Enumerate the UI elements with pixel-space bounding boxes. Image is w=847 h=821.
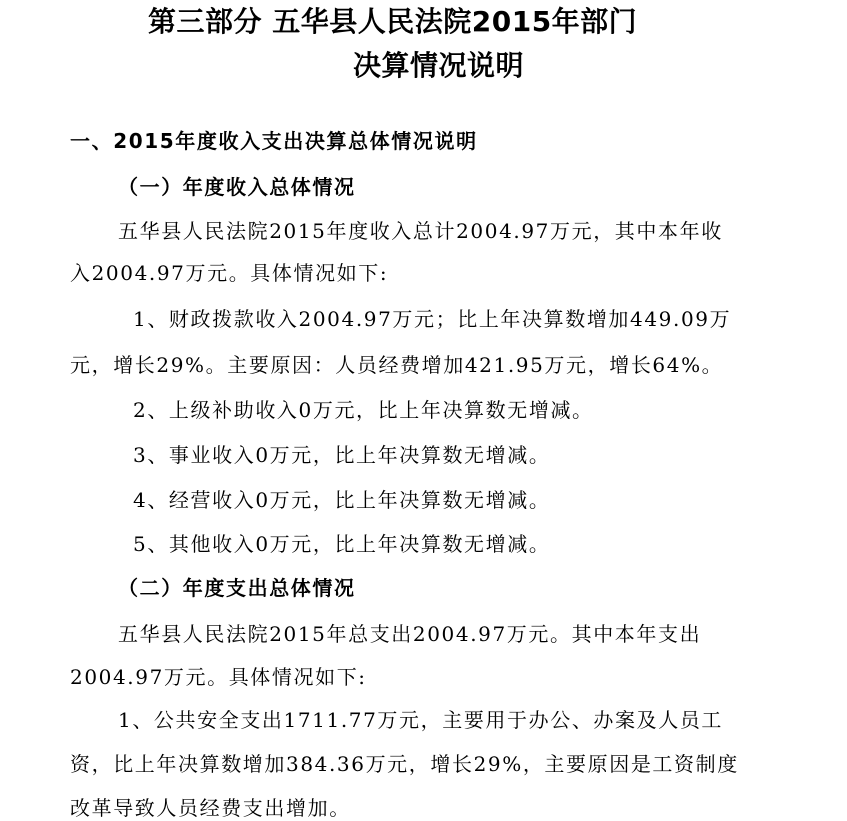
- income-item-5: 5、其他收入0万元，比上年决算数无增减。: [133, 532, 551, 556]
- expenditure-paragraph-line1: 五华县人民法院2015年总支出2004.97万元。其中本年支出: [118, 622, 702, 646]
- subsection-heading-income: （一）年度收入总体情况: [118, 175, 356, 199]
- income-item-1-line1: 1、财政拨款收入2004.97万元；比上年决算数增加449.09万: [133, 307, 732, 331]
- expenditure-item-1-line1: 1、公共安全支出1711.77万元，主要用于办公、办案及人员工: [118, 708, 724, 732]
- income-item-3: 3、事业收入0万元，比上年决算数无增减。: [133, 443, 551, 467]
- income-paragraph-line2: 入2004.97万元。具体情况如下:: [70, 261, 389, 285]
- income-item-1-line2: 元，增长29%。主要原因：人员经费增加421.95万元，增长64%。: [70, 353, 724, 377]
- expenditure-item-1-line2: 资，比上年决算数增加384.36万元，增长29%，主要原因是工资制度: [70, 752, 739, 776]
- subsection-heading-expenditure: （二）年度支出总体情况: [118, 576, 356, 600]
- section-heading: 一、2015年度收入支出决算总体情况说明: [70, 129, 478, 153]
- income-paragraph-line1: 五华县人民法院2015年度收入总计2004.97万元，其中本年收: [118, 219, 723, 243]
- document-title-line2: 决算情况说明: [353, 49, 525, 82]
- income-item-4: 4、经营收入0万元，比上年决算数无增减。: [133, 488, 551, 512]
- expenditure-item-1-line3: 改革导致人员经费支出增加。: [70, 796, 351, 820]
- document-title-line1: 第三部分 五华县人民法院2015年部门: [148, 5, 638, 38]
- income-item-2: 2、上级补助收入0万元，比上年决算数无增减。: [133, 398, 594, 422]
- expenditure-paragraph-line2: 2004.97万元。具体情况如下:: [70, 665, 367, 689]
